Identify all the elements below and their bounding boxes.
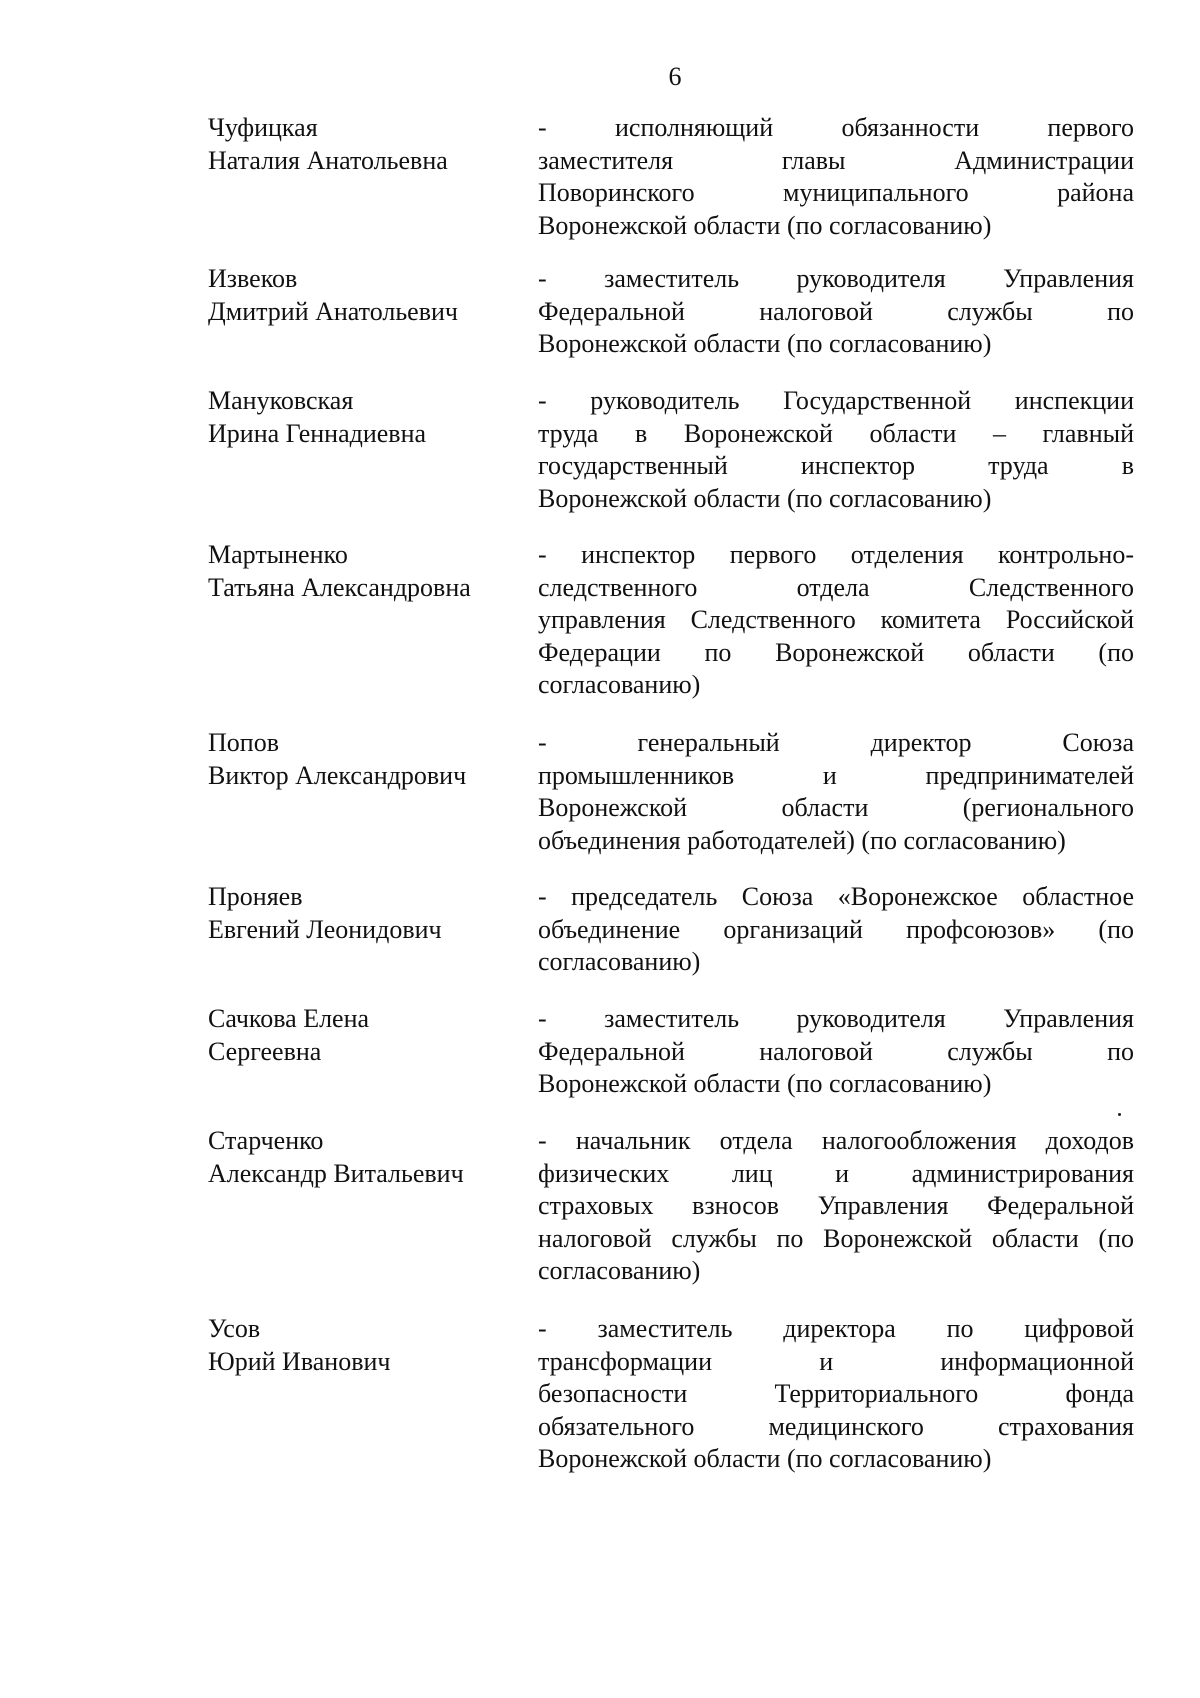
position-line: промышленников и предпринимателей (538, 760, 1134, 790)
position-line: Федеральной налоговой службы по (538, 1036, 1134, 1066)
position-line: Воронежской области (по согласованию) (538, 210, 992, 240)
surname: Чуфицкая (208, 113, 318, 142)
given-names: Виктор Александрович (208, 760, 467, 790)
surname: Сачкова Елена (208, 1004, 370, 1033)
position-line: объединение организаций профсоюзов» (по (538, 914, 1134, 944)
surname: Попов (208, 728, 279, 757)
position-line: объединения работодателей) (по согласованию) (538, 825, 1066, 855)
position-line: согласованию) (538, 1256, 701, 1285)
page-number: 6 (668, 62, 682, 91)
member-position (538, 1313, 1134, 1476)
position-line: страховых взносов Управления Федеральной (538, 1191, 1134, 1220)
position-line: согласованию) (538, 670, 701, 699)
given-names: Сергеевна (208, 1036, 322, 1066)
member-position (538, 1003, 1134, 1101)
member-name (208, 1003, 508, 1068)
position-line: - заместитель руководителя Управления (538, 264, 1134, 293)
position-line: - начальник отдела налогообложения доходов (538, 1126, 1134, 1155)
member-position (538, 112, 1134, 242)
member-position (538, 727, 1134, 857)
member-name (208, 539, 508, 604)
position-line: физических лиц и администрирования (538, 1158, 1134, 1188)
position-line: государственный инспектор труда в (538, 451, 1134, 480)
member-name (208, 112, 508, 177)
position-line: Воронежской области (по согласованию) (538, 1069, 992, 1098)
given-names: Ирина Геннадиевна (208, 418, 427, 448)
member-position (538, 385, 1134, 515)
given-names: Юрий Иванович (208, 1346, 391, 1376)
surname: Извеков (208, 264, 298, 293)
member-name (208, 881, 508, 946)
member-name (208, 385, 508, 450)
given-names: Татьяна Александровна (208, 572, 471, 602)
position-line: - заместитель руководителя Управления (538, 1004, 1134, 1033)
given-names: Александр Витальевич (208, 1158, 464, 1188)
member-position (538, 539, 1134, 702)
position-line: - генеральный директор Союза (538, 728, 1134, 757)
surname: Мартыненко (208, 540, 348, 569)
position-line: обязательного медицинского страхования (538, 1411, 1134, 1441)
position-line: управления Следственного комитета Российской (538, 605, 1134, 634)
surname: Усов (208, 1314, 261, 1343)
given-names: Наталия Анатольевна (208, 145, 448, 175)
position-line: - заместитель директора по цифровой (538, 1314, 1134, 1343)
position-line: Федеральной налоговой службы по (538, 296, 1134, 326)
member-name (208, 1313, 508, 1378)
member-name (208, 727, 508, 792)
position-line: - руководитель Государственной инспекции (538, 386, 1134, 415)
position-line: Поворинского муниципального района (538, 178, 1134, 207)
scan-speck (1118, 1113, 1121, 1116)
position-line: - инспектор первого отделения контрольно- (538, 540, 1134, 569)
position-line: труда в Воронежской области – главный (538, 418, 1134, 448)
given-names: Дмитрий Анатольевич (208, 296, 458, 326)
position-line: заместителя главы Администрации (538, 145, 1134, 175)
position-line: Воронежской области (по согласованию) (538, 329, 992, 358)
member-name (208, 1125, 508, 1190)
position-line: налоговой службы по Воронежской области (по (538, 1223, 1134, 1253)
position-line: согласованию) (538, 947, 701, 976)
member-position (538, 263, 1134, 361)
position-line: Воронежской области (по согласованию) (538, 1444, 992, 1473)
position-line: Федерации по Воронежской области (по (538, 637, 1134, 667)
member-name (208, 263, 508, 328)
position-line: - председатель Союза «Воронежское областное (538, 882, 1134, 911)
surname: Старченко (208, 1126, 324, 1155)
surname: Проняев (208, 882, 303, 911)
member-position (538, 881, 1134, 979)
position-line: - исполняющий обязанности первого (538, 113, 1134, 142)
surname: Мануковская (208, 386, 354, 415)
position-line: безопасности Территориального фонда (538, 1379, 1134, 1408)
position-line: Воронежской области (по согласованию) (538, 483, 992, 513)
position-line: Воронежской области (регионального (538, 793, 1134, 822)
member-position (538, 1125, 1134, 1288)
position-line: следственного отдела Следственного (538, 572, 1134, 602)
position-line: трансформации и информационной (538, 1346, 1134, 1376)
given-names: Евгений Леонидович (208, 914, 442, 944)
